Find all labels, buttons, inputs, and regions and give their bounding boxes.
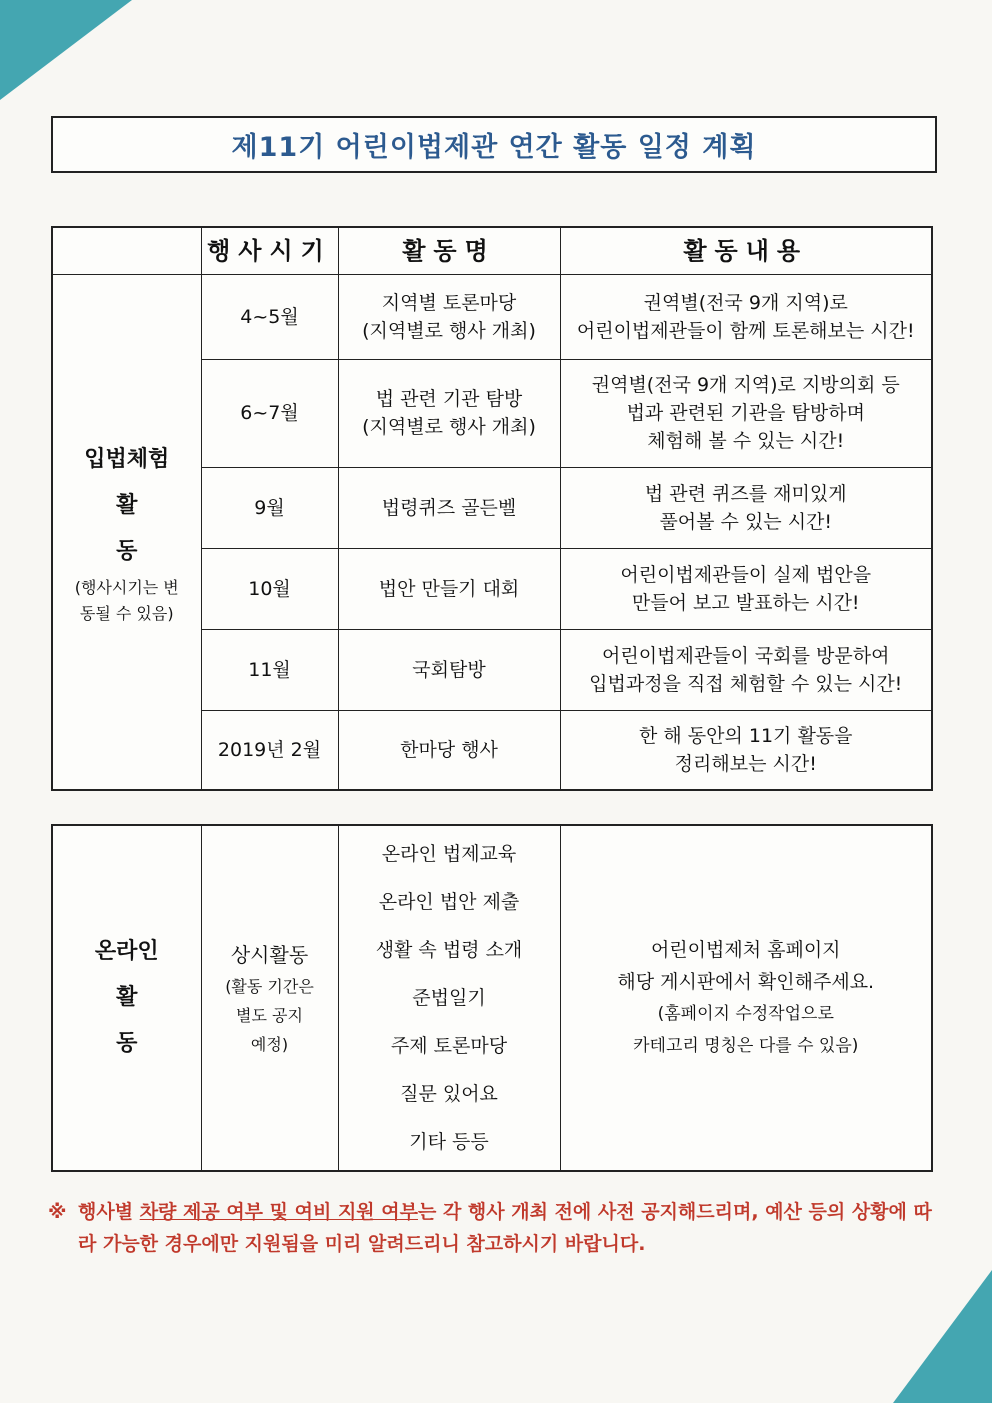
period-cell: 4~5월 — [201, 274, 338, 359]
header-empty — [52, 227, 201, 274]
category-name-2: 활 동 — [116, 492, 168, 564]
activity-name-cell — [338, 548, 560, 629]
content-line: 권역별(전국 9개 지역)로 지방의회 등 — [591, 374, 900, 396]
online-activity-item: 온라인 법안 제출 — [378, 891, 520, 913]
schedule-table — [51, 226, 933, 791]
activity-name-cell — [338, 274, 560, 359]
content-line: 한 해 동안의 11기 활동을 — [638, 724, 853, 747]
notice-text-underlined: 차량 제공 여부 및 여비 지원 여부 — [139, 1201, 418, 1223]
notice-mark: ※ — [48, 1201, 67, 1223]
notice — [48, 1196, 948, 1260]
online-activity-table — [51, 824, 933, 1172]
activity-name-line: 국회탐방 — [412, 658, 486, 681]
category-cell — [52, 274, 201, 790]
corner-triangle-top-left — [0, 0, 132, 100]
period-cell: 10월 — [201, 548, 338, 629]
category-name: 입법체험 — [84, 446, 170, 472]
content-line: 만들어 보고 발표하는 시간! — [631, 591, 860, 614]
category-note: (행사시기는 변동될 수 있음) — [74, 577, 179, 623]
activity-name-line: 지역별 토론마당 — [381, 291, 517, 314]
activity-content-cell — [560, 274, 932, 359]
notice-text-before: 행사별 — [78, 1201, 140, 1223]
activity-name-line: (지역별로 행사 개최) — [362, 416, 536, 438]
activity-content-cell — [560, 467, 932, 548]
online-activity-item: 기타 등등 — [409, 1131, 489, 1153]
online-period-note: 예정) — [250, 1034, 289, 1054]
table-header-row — [52, 227, 932, 274]
content-line: 어린이법제관들이 실제 법안을 — [620, 563, 872, 586]
content-line: 권역별(전국 9개 지역)로 — [643, 291, 848, 314]
activity-content-cell — [560, 548, 932, 629]
activity-name-cell — [338, 467, 560, 548]
content-line: 법 관련 퀴즈를 재미있게 — [644, 482, 847, 505]
online-period-cell — [201, 825, 338, 1171]
content-line: 어린이법제관들이 함께 토론해보는 시간! — [576, 319, 915, 342]
online-category-name: 온라인 — [94, 939, 159, 964]
online-content-cell — [560, 825, 932, 1171]
notice-text-after: 는 각 행사 개최 전에 사전 공지해드리며, 예산 등의 상황에 따라 가능한 경우에만 지원됨을 미리 알려드리니 참고하시기 바랍니다. — [78, 1201, 932, 1255]
table-row — [52, 825, 932, 1171]
online-activities-cell — [338, 825, 560, 1171]
activity-name-line: 법 관련 기관 탐방 — [375, 388, 523, 410]
header-activity-name: 활동명 — [338, 227, 560, 274]
notice-text — [48, 1196, 948, 1260]
content-line: 입법과정을 직접 체험할 수 있는 시간! — [589, 672, 903, 695]
content-line: 정리해보는 시간! — [674, 752, 817, 775]
online-activity-item: 질문 있어요 — [400, 1083, 498, 1105]
online-period: 상시활동 — [230, 942, 309, 967]
activity-name-cell — [338, 359, 560, 467]
content-line: 풀어볼 수 있는 시간! — [659, 510, 833, 533]
online-activity-item: 준법일기 — [412, 987, 486, 1009]
activity-name-line: (지역별로 행사 개최) — [362, 319, 536, 342]
header-activity-content: 활동내용 — [560, 227, 932, 274]
online-period-note: (활동 기간은 — [225, 976, 314, 996]
activity-content-cell — [560, 629, 932, 710]
activity-content-cell — [560, 710, 932, 790]
period-cell: 11월 — [201, 629, 338, 710]
corner-triangle-bottom-right — [893, 1270, 992, 1403]
activity-name-line: 한마당 행사 — [400, 738, 498, 761]
activity-name-cell — [338, 710, 560, 790]
content-line: 체험해 볼 수 있는 시간! — [647, 430, 845, 452]
online-activity-item: 주제 토론마당 — [390, 1035, 508, 1057]
period-cell: 2019년 2월 — [201, 710, 338, 790]
content-line: 어린이법제관들이 국회를 방문하여 — [602, 644, 890, 667]
table-row — [52, 274, 932, 359]
online-content-line: 어린이법제처 홈페이지 — [650, 939, 841, 961]
activity-name-cell — [338, 629, 560, 710]
activity-name-line: 법안 만들기 대회 — [378, 577, 520, 600]
period-cell: 9월 — [201, 467, 338, 548]
page-title: 제11기 어린이법제관 연간 활동 일정 계획 — [231, 132, 757, 163]
title-box — [51, 116, 937, 173]
online-content-note: 카테고리 명칭은 다를 수 있음) — [633, 1036, 859, 1056]
period-cell: 6~7월 — [201, 359, 338, 467]
online-content-line: 해당 게시판에서 확인해주세요. — [617, 971, 875, 993]
online-activity-item: 온라인 법제교육 — [381, 843, 517, 865]
activity-content-cell — [560, 359, 932, 467]
online-category-name-2: 활 동 — [116, 985, 168, 1056]
activity-name-line: 법령퀴즈 골든벨 — [381, 496, 517, 519]
online-category-cell — [52, 825, 201, 1171]
online-activity-item: 생활 속 법령 소개 — [375, 939, 523, 961]
online-content-note: (홈페이지 수정작업으로 — [657, 1004, 834, 1024]
online-period-note: 별도 공지 — [236, 1005, 303, 1025]
content-line: 법과 관련된 기관을 탐방하며 — [626, 402, 865, 424]
header-period: 행사시기 — [201, 227, 338, 274]
